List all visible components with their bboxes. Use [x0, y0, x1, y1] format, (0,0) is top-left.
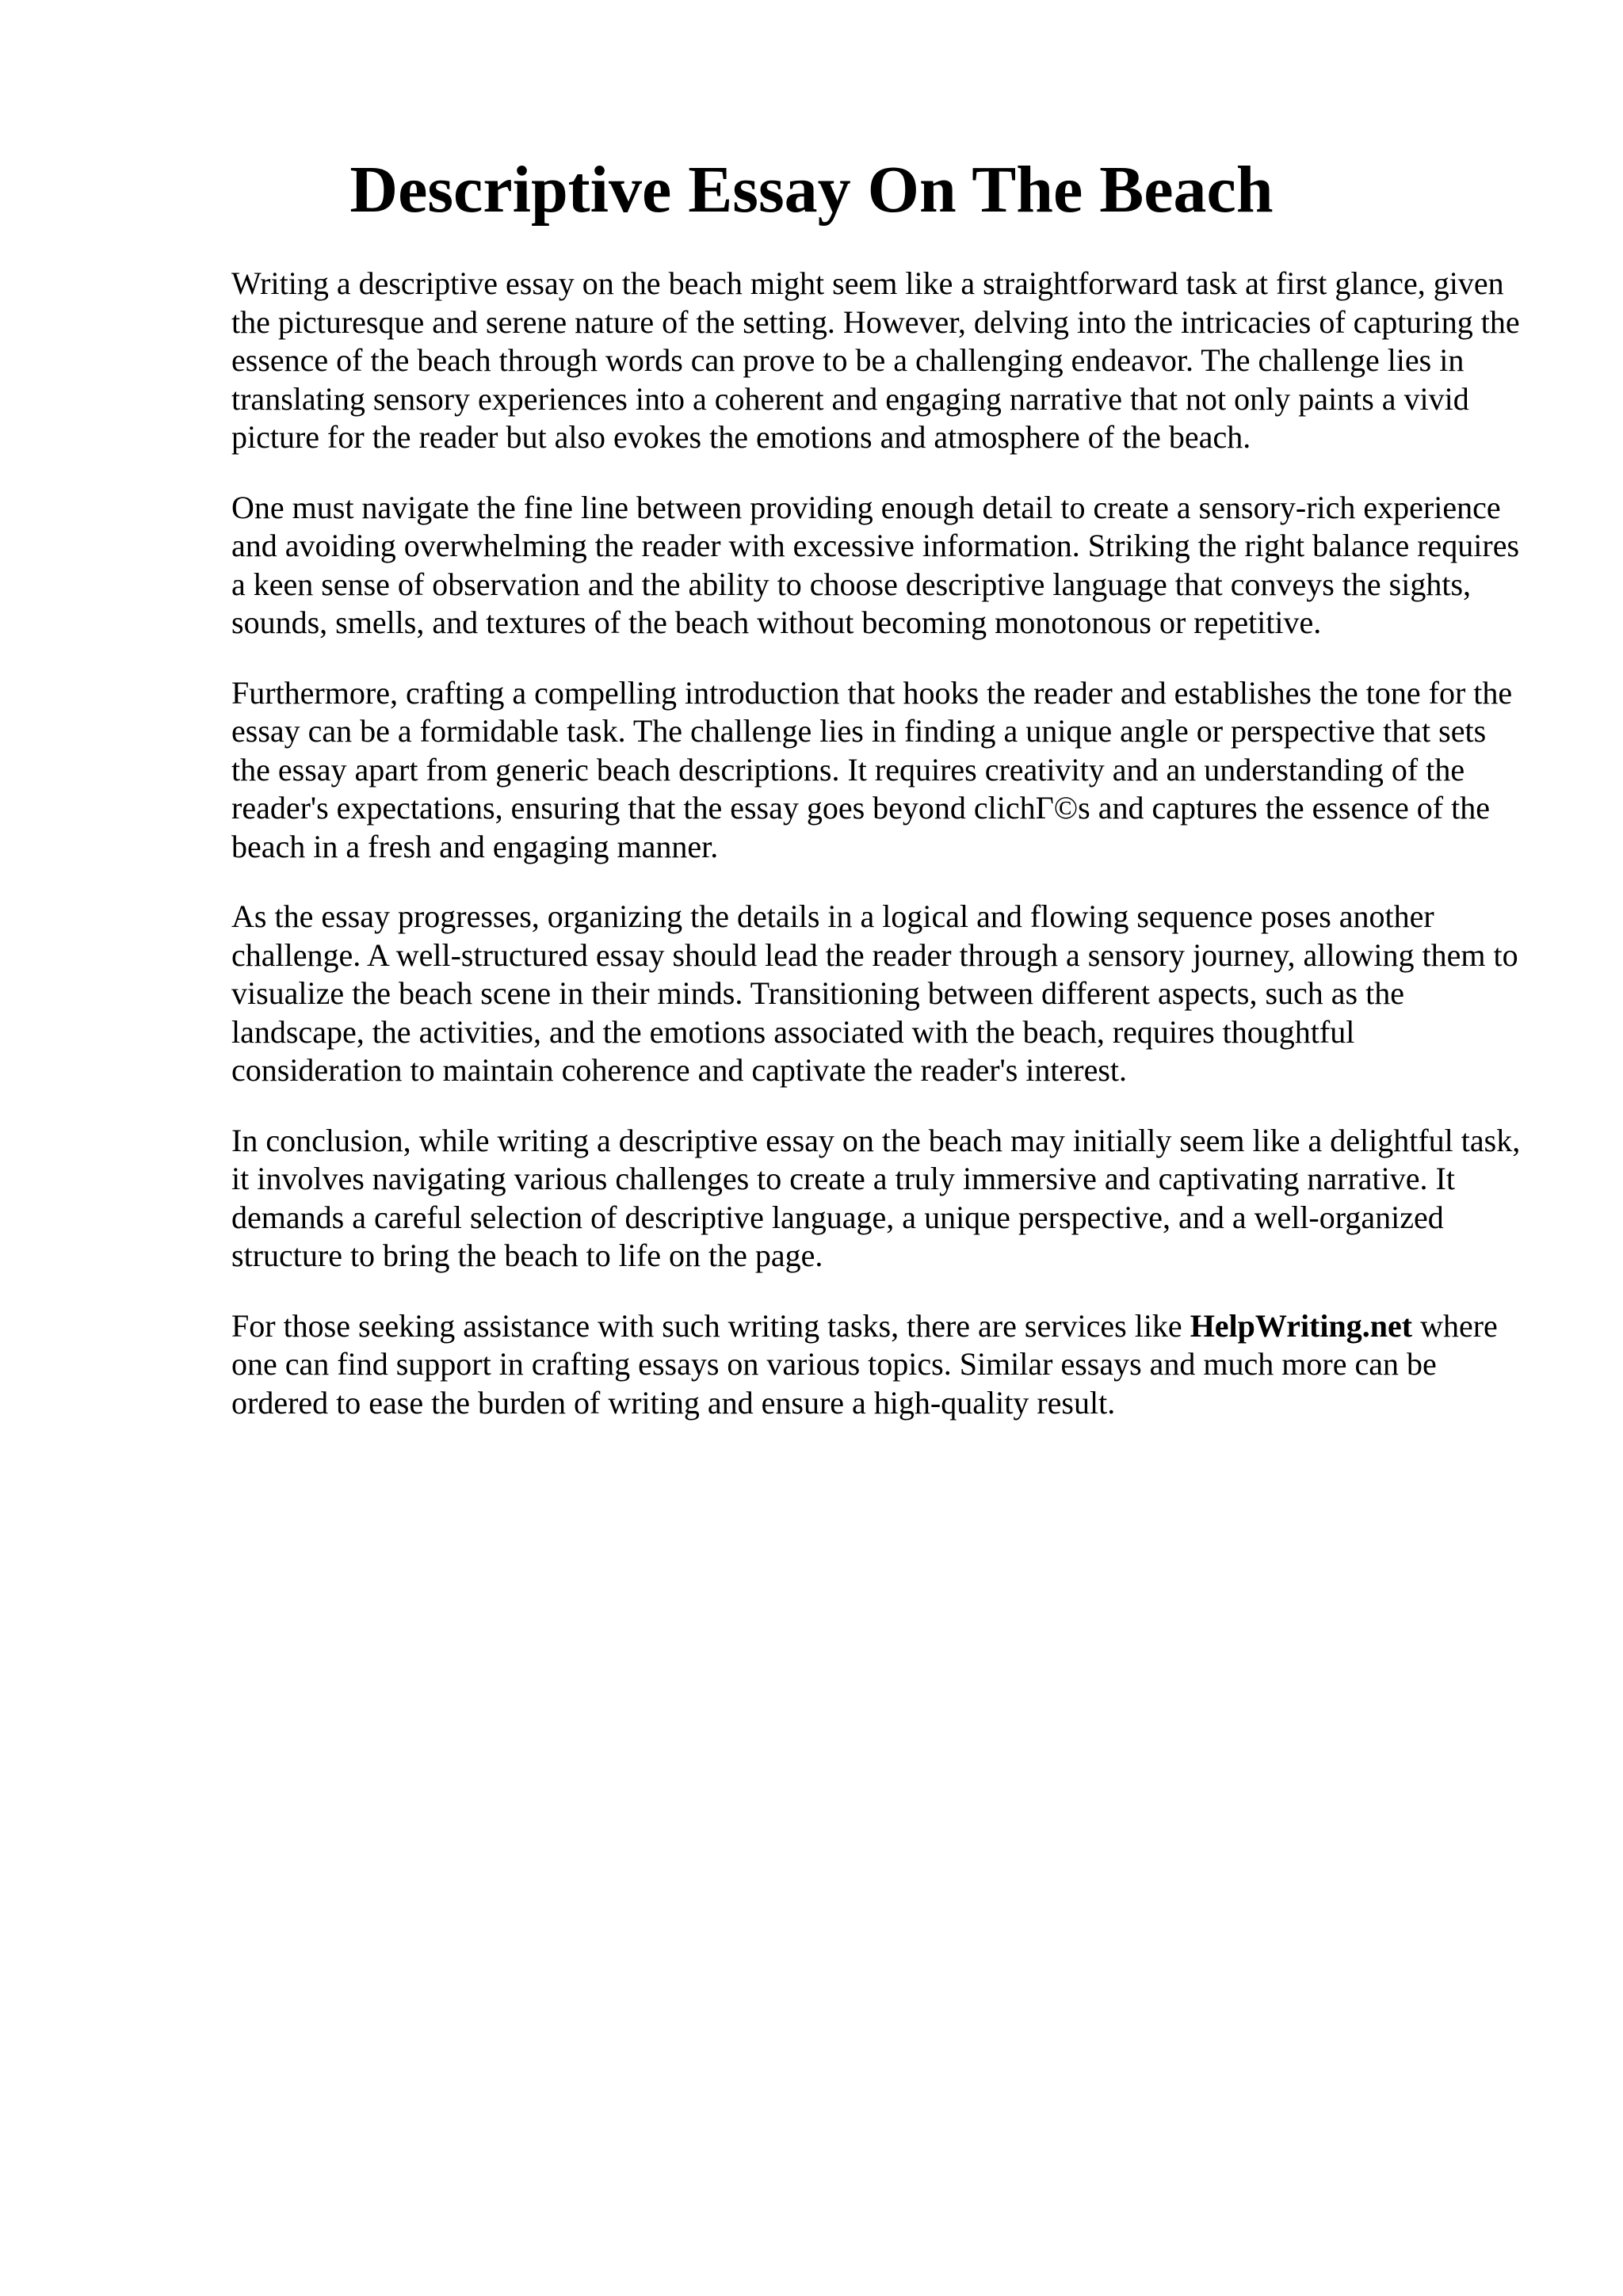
- paragraph-6-intro: For those seeking assistance with such writing tasks, there are services like: [231, 1307, 1190, 1344]
- paragraph-4: As the essay progresses, organizing the details in a logical and flowing sequence poses another challenge. A well-structured essay should lead the reader through a sensory journey, allowing them to visualize the beach scene in their minds. Transitioning between different aspects, such as the landscape, the activities, and the emotions associated with the beach, requires thoughtful consideration to maintain coherence and captivate the reader's interest.: [231, 898, 1518, 1088]
- paragraph-1: Writing a descriptive essay on the beach might seem like a straightforward task at first glance, given the picturesque and serene nature of the setting. However, delving into the intricacies of capturing the essence of the beach through words can prove to be a challenging endeavor. The challenge lies in translating sensory experiences into a coherent and engaging narrative that not only paints a vivid picture for the reader but also evokes the emotions and atmosphere of the beach.: [231, 265, 1520, 455]
- paragraph-3: Furthermore, crafting a compelling introduction that hooks the reader and establishes the tone for the essay can be a formidable task. The challenge lies in finding a unique angle or perspective that sets the essay apart from generic beach descriptions. It requires creativity and an understanding of the reader's expectations, ensuring that the essay goes beyond clichΓ©s and captures the essence of the beach in a fresh and engaging manner.: [231, 674, 1513, 864]
- paragraph-6-rest: where one can find support in crafting essays on various topics. Similar essays and much more can be ordered to ease the burden of writing and ensure a high-quality result.: [231, 1307, 1498, 1421]
- paragraph-6: [231, 1307, 1531, 1423]
- paragraph-2: One must navigate the fine line between providing enough detail to create a sensory-rich experience and avoiding overwhelming the reader with excessive information. Striking the right balance requires a keen sense of observation and the ability to choose descriptive language that conveys the sights, sounds, smells, and textures of the beach without becoming monotonous or repetitive.: [231, 489, 1520, 640]
- paragraph-5: In conclusion, while writing a descriptive essay on the beach may initially seem like a delightful task, it involves navigating various challenges to create a truly immersive and captivating narrative. It demands a careful selection of descriptive language, a unique perspective, and a well-organized structure to bring the beach to life on the page.: [231, 1122, 1521, 1273]
- helpwriting-link[interactable]: HelpWriting.net: [1190, 1307, 1413, 1344]
- page-title: Descriptive Essay On The Beach: [349, 153, 1274, 227]
- essay-body: [231, 265, 1531, 1454]
